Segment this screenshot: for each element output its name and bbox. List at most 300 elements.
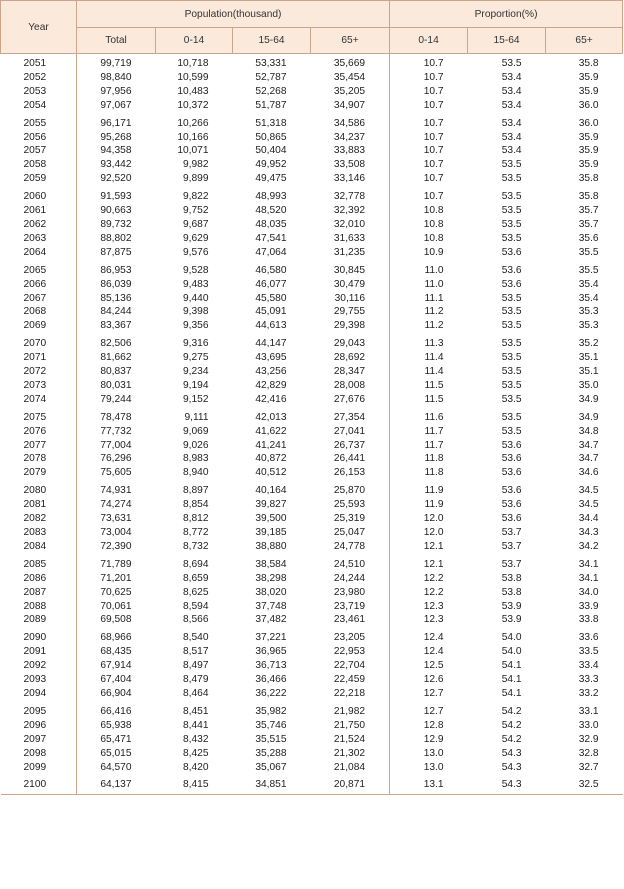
cell-pop-total: 99,719 xyxy=(77,54,156,71)
cell-pop-0-14: 9,528 xyxy=(183,264,209,276)
cell-pop-total: 70,625 xyxy=(77,586,156,600)
cell-prop-15-64: 53.6 xyxy=(501,278,522,290)
cell-prop-15-64: 53.5 xyxy=(501,320,522,332)
cell-pop-total: 86,953 xyxy=(77,260,156,278)
cell-prop-65plus: 35.9 xyxy=(578,145,599,157)
cell-pop-65plus: 29,043 xyxy=(333,338,366,350)
cell-pop-0-14: 9,111 xyxy=(184,411,209,423)
table-row xyxy=(1,379,623,393)
cell-pop-0-14: 8,732 xyxy=(183,540,209,552)
cell-pop-15-64: 50,404 xyxy=(255,145,287,157)
cell-pop-total: 80,031 xyxy=(77,379,156,393)
cell-pop-65plus: 23,461 xyxy=(333,614,366,626)
cell-prop-15-64: 53.6 xyxy=(501,246,522,258)
cell-year: 2063 xyxy=(23,232,47,244)
cell-prop-0-14: 13.0 xyxy=(390,761,468,775)
cell-pop-65plus: 23,205 xyxy=(333,632,366,644)
cell-pop-65plus: 21,982 xyxy=(333,705,366,717)
cell-prop-15-64: 53.5 xyxy=(501,232,522,244)
cell-year: 2100 xyxy=(1,774,77,794)
cell-year: 2086 xyxy=(23,572,47,584)
cell-pop-15-64: 37,482 xyxy=(255,614,287,626)
cell-pop-0-14: 10,599 xyxy=(177,71,209,83)
cell-prop-65plus: 34.7 xyxy=(578,453,599,465)
cell-prop-0-14: 10.7 xyxy=(390,113,468,131)
cell-pop-0-14: 9,483 xyxy=(183,278,209,290)
cell-pop-15-64: 42,829 xyxy=(255,379,287,391)
cell-pop-65plus: 27,354 xyxy=(333,411,366,423)
cell-year: 2085 xyxy=(23,558,47,570)
cell-pop-65plus: 35,669 xyxy=(333,58,366,69)
cell-pop-0-14: 9,356 xyxy=(183,320,209,332)
cell-pop-15-64: 52,268 xyxy=(255,85,287,97)
population-group-header: Population(thousand) xyxy=(77,1,390,28)
cell-prop-0-14: 11.7 xyxy=(390,439,468,453)
cell-pop-15-64: 39,185 xyxy=(255,527,287,538)
table-row xyxy=(1,586,623,600)
cell-pop-15-64: 40,872 xyxy=(255,453,287,465)
cell-pop-65plus: 21,524 xyxy=(333,733,366,745)
cell-pop-total: 70,061 xyxy=(77,600,156,614)
cell-pop-65plus: 34,586 xyxy=(333,117,366,129)
cell-pop-total: 75,605 xyxy=(77,466,156,480)
cell-pop-15-64: 38,020 xyxy=(255,586,287,598)
cell-prop-65plus: 35.8 xyxy=(578,58,599,69)
cell-pop-0-14: 8,594 xyxy=(183,600,209,612)
cell-prop-15-64: 53.4 xyxy=(501,131,522,143)
cell-pop-total: 71,201 xyxy=(77,572,156,586)
cell-prop-0-14: 10.7 xyxy=(390,144,468,158)
cell-year: 2070 xyxy=(23,338,47,350)
cell-prop-65plus: 33.6 xyxy=(578,632,599,644)
cell-prop-65plus: 33.9 xyxy=(578,600,599,612)
cell-pop-65plus: 22,459 xyxy=(333,674,366,686)
cell-prop-0-14: 12.0 xyxy=(390,526,468,540)
cell-year: 2058 xyxy=(23,159,47,171)
cell-pop-total: 76,296 xyxy=(77,452,156,466)
cell-year: 2092 xyxy=(23,660,47,672)
cell-pop-15-64: 39,827 xyxy=(255,499,287,511)
cell-pop-total: 77,004 xyxy=(77,439,156,453)
cell-pop-0-14: 9,752 xyxy=(183,205,209,217)
cell-pop-total: 97,956 xyxy=(77,85,156,99)
cell-prop-15-64: 53.4 xyxy=(501,145,522,157)
cell-pop-total: 81,662 xyxy=(77,351,156,365)
table-row xyxy=(1,246,623,260)
cell-year: 2056 xyxy=(23,131,47,143)
cell-pop-65plus: 32,010 xyxy=(333,218,366,230)
cell-pop-total: 73,004 xyxy=(77,526,156,540)
cell-prop-15-64: 53.5 xyxy=(501,425,522,437)
cell-prop-0-14: 11.2 xyxy=(390,305,468,319)
cell-year: 2090 xyxy=(23,632,47,644)
cell-prop-65plus: 35.0 xyxy=(578,379,599,391)
cell-prop-15-64: 53.5 xyxy=(501,218,522,230)
cell-pop-0-14: 10,718 xyxy=(177,58,209,69)
cell-pop-0-14: 9,899 xyxy=(183,173,209,185)
cell-pop-0-14: 9,026 xyxy=(183,439,209,451)
cell-year: 2074 xyxy=(23,393,47,405)
cell-pop-65plus: 20,871 xyxy=(311,774,390,794)
cell-prop-15-64: 53.6 xyxy=(501,499,522,511)
cell-prop-0-14: 11.3 xyxy=(390,333,468,351)
cell-prop-65plus: 35.9 xyxy=(578,71,599,83)
cell-prop-15-64: 53.5 xyxy=(501,58,522,69)
cell-pop-65plus: 34,237 xyxy=(333,131,366,143)
cell-pop-65plus: 32,778 xyxy=(333,191,366,203)
cell-pop-65plus: 21,302 xyxy=(333,747,366,759)
cell-year: 2097 xyxy=(23,733,47,745)
col-header-prop-0-14: 0-14 xyxy=(390,28,468,54)
cell-pop-total: 80,837 xyxy=(77,365,156,379)
cell-prop-15-64: 53.5 xyxy=(501,159,522,171)
cell-pop-15-64: 48,035 xyxy=(255,218,287,230)
cell-pop-15-64: 38,298 xyxy=(255,572,287,584)
cell-pop-0-14: 10,166 xyxy=(177,131,209,143)
cell-prop-0-14: 11.9 xyxy=(390,480,468,498)
cell-prop-65plus: 36.0 xyxy=(578,99,599,111)
cell-pop-65plus: 28,008 xyxy=(333,379,366,391)
cell-year: 2059 xyxy=(23,173,47,185)
table-row xyxy=(1,627,623,645)
cell-pop-15-64: 35,288 xyxy=(255,747,287,759)
cell-prop-15-64: 53.7 xyxy=(501,527,522,538)
table-row xyxy=(1,466,623,480)
cell-year: 2089 xyxy=(23,614,47,626)
cell-pop-15-64: 41,622 xyxy=(255,425,287,437)
cell-prop-15-64: 53.6 xyxy=(501,467,522,479)
cell-year: 2081 xyxy=(23,499,47,511)
cell-prop-15-64: 53.5 xyxy=(501,173,522,185)
cell-prop-0-14: 11.4 xyxy=(390,365,468,379)
table-row xyxy=(1,498,623,512)
cell-pop-total: 83,367 xyxy=(77,319,156,333)
cell-pop-65plus: 25,870 xyxy=(333,485,366,497)
year-header: Year xyxy=(1,1,77,54)
cell-prop-15-64: 53.4 xyxy=(501,99,522,111)
cell-prop-65plus: 33.3 xyxy=(578,674,599,686)
table-row xyxy=(1,512,623,526)
cell-pop-total: 89,732 xyxy=(77,218,156,232)
cell-prop-15-64: 53.6 xyxy=(501,264,522,276)
cell-pop-15-64: 36,713 xyxy=(255,660,287,672)
cell-pop-0-14: 9,982 xyxy=(183,159,209,171)
cell-prop-65plus: 35.6 xyxy=(578,232,599,244)
cell-prop-15-64: 54.3 xyxy=(468,774,546,794)
cell-pop-65plus: 25,593 xyxy=(333,499,366,511)
cell-pop-0-14: 9,069 xyxy=(183,425,209,437)
table-row xyxy=(1,572,623,586)
cell-prop-0-14: 10.8 xyxy=(390,232,468,246)
cell-pop-0-14: 10,071 xyxy=(177,145,209,157)
cell-prop-15-64: 53.5 xyxy=(501,205,522,217)
cell-prop-15-64: 53.4 xyxy=(501,71,522,83)
table-row xyxy=(1,85,623,99)
cell-prop-0-14: 13.1 xyxy=(390,774,468,794)
cell-prop-15-64: 54.0 xyxy=(501,646,522,658)
table-row xyxy=(1,204,623,218)
cell-pop-65plus: 30,116 xyxy=(334,292,366,304)
cell-pop-0-14: 8,517 xyxy=(183,646,209,658)
table-row xyxy=(1,292,623,306)
cell-pop-15-64: 41,241 xyxy=(255,439,287,451)
cell-pop-15-64: 35,067 xyxy=(255,761,287,773)
cell-prop-15-64: 53.5 xyxy=(501,292,522,304)
cell-pop-65plus: 26,737 xyxy=(333,439,366,451)
cell-prop-15-64: 53.5 xyxy=(501,379,522,391)
cell-pop-total: 78,478 xyxy=(77,407,156,425)
cell-pop-0-14: 8,420 xyxy=(183,761,209,773)
cell-pop-65plus: 21,084 xyxy=(333,761,366,773)
cell-pop-0-14: 8,432 xyxy=(183,733,209,745)
col-header-pop-0-14: 0-14 xyxy=(156,28,233,54)
cell-prop-65plus: 35.5 xyxy=(578,246,599,258)
cell-year: 2054 xyxy=(23,99,47,111)
cell-pop-65plus: 33,883 xyxy=(333,145,366,157)
cell-prop-0-14: 10.7 xyxy=(390,99,468,113)
cell-prop-65plus: 35.1 xyxy=(578,366,599,378)
cell-pop-15-64: 49,475 xyxy=(255,173,287,185)
table-row xyxy=(1,540,623,554)
cell-prop-65plus: 35.9 xyxy=(578,159,599,171)
cell-pop-15-64: 36,222 xyxy=(255,687,287,699)
cell-pop-65plus: 22,704 xyxy=(333,660,366,672)
cell-prop-65plus: 33.2 xyxy=(578,687,599,699)
cell-pop-65plus: 35,454 xyxy=(333,71,366,83)
cell-prop-15-64: 54.2 xyxy=(501,733,522,745)
cell-prop-15-64: 53.5 xyxy=(501,306,522,318)
cell-pop-total: 90,663 xyxy=(77,204,156,218)
cell-pop-15-64: 44,147 xyxy=(255,338,287,350)
cell-pop-0-14: 8,464 xyxy=(183,687,209,699)
cell-pop-total: 74,274 xyxy=(77,498,156,512)
cell-prop-15-64: 53.8 xyxy=(501,586,522,598)
cell-pop-0-14: 9,234 xyxy=(183,366,209,378)
col-header-pop-65plus: 65+ xyxy=(311,28,390,54)
col-header-pop-total: Total xyxy=(77,28,156,54)
table-row xyxy=(1,113,623,131)
cell-pop-15-64: 52,787 xyxy=(255,71,287,83)
cell-prop-65plus: 33.1 xyxy=(578,705,599,717)
cell-prop-0-14: 12.2 xyxy=(390,572,468,586)
cell-pop-total: 91,593 xyxy=(77,186,156,204)
cell-pop-0-14: 9,687 xyxy=(183,218,209,230)
table-row xyxy=(1,172,623,186)
cell-pop-0-14: 9,316 xyxy=(183,338,209,350)
cell-prop-65plus: 34.3 xyxy=(578,527,599,538)
cell-year: 2061 xyxy=(23,205,47,217)
cell-pop-15-64: 45,091 xyxy=(255,306,287,318)
cell-pop-0-14: 10,483 xyxy=(177,85,209,97)
cell-pop-0-14: 8,425 xyxy=(183,747,209,759)
cell-pop-65plus: 23,719 xyxy=(333,600,366,612)
cell-year: 2073 xyxy=(23,379,47,391)
cell-pop-65plus: 24,244 xyxy=(333,572,366,584)
cell-pop-15-64: 36,466 xyxy=(255,674,287,686)
cell-pop-0-14: 9,275 xyxy=(183,352,209,364)
table-row xyxy=(1,761,623,775)
cell-year: 2076 xyxy=(23,425,47,437)
cell-prop-65plus: 34.0 xyxy=(578,586,599,598)
cell-year: 2077 xyxy=(23,439,47,451)
table-row xyxy=(1,351,623,365)
cell-pop-total: 65,471 xyxy=(77,733,156,747)
cell-pop-15-64: 37,748 xyxy=(255,600,287,612)
cell-pop-total: 85,136 xyxy=(77,292,156,306)
cell-pop-total: 84,244 xyxy=(77,305,156,319)
table-row xyxy=(1,71,623,85)
cell-prop-0-14: 11.4 xyxy=(390,351,468,365)
cell-prop-65plus: 35.8 xyxy=(578,191,599,203)
cell-prop-0-14: 11.8 xyxy=(390,466,468,480)
table-row xyxy=(1,319,623,333)
cell-prop-65plus: 34.9 xyxy=(578,393,599,405)
cell-pop-65plus: 30,479 xyxy=(333,278,366,290)
table-row xyxy=(1,600,623,614)
cell-pop-total: 67,404 xyxy=(77,673,156,687)
cell-year: 2075 xyxy=(23,411,47,423)
cell-prop-15-64: 54.2 xyxy=(501,719,522,731)
cell-prop-65plus: 35.4 xyxy=(578,292,599,304)
cell-pop-65plus: 33,508 xyxy=(333,159,366,171)
table-row xyxy=(1,425,623,439)
cell-prop-65plus: 32.7 xyxy=(578,761,599,773)
cell-prop-15-64: 54.1 xyxy=(501,660,522,672)
cell-pop-total: 86,039 xyxy=(77,278,156,292)
cell-pop-65plus: 29,398 xyxy=(333,320,366,332)
cell-prop-0-14: 12.6 xyxy=(390,673,468,687)
table-body xyxy=(1,54,623,795)
cell-pop-15-64: 40,512 xyxy=(255,467,287,479)
cell-prop-65plus: 33.8 xyxy=(578,614,599,626)
table-row xyxy=(1,54,623,71)
cell-prop-0-14: 12.1 xyxy=(390,540,468,554)
cell-year: 2052 xyxy=(23,71,47,83)
table-row xyxy=(1,158,623,172)
table-row xyxy=(1,305,623,319)
cell-year: 2095 xyxy=(23,705,47,717)
cell-pop-total: 65,938 xyxy=(77,719,156,733)
cell-prop-65plus: 35.5 xyxy=(578,264,599,276)
cell-pop-65plus: 29,755 xyxy=(333,306,366,318)
cell-prop-15-64: 53.6 xyxy=(501,453,522,465)
cell-year: 2053 xyxy=(23,85,47,97)
cell-year: 2071 xyxy=(23,352,47,364)
cell-pop-total: 66,416 xyxy=(77,701,156,719)
cell-pop-0-14: 8,940 xyxy=(183,467,209,479)
cell-prop-0-14: 12.9 xyxy=(390,733,468,747)
cell-year: 2087 xyxy=(23,586,47,598)
cell-prop-65plus: 33.0 xyxy=(578,719,599,731)
table-row xyxy=(1,645,623,659)
cell-prop-65plus: 34.1 xyxy=(578,572,599,584)
cell-year: 2072 xyxy=(23,366,47,378)
cell-prop-0-14: 12.5 xyxy=(390,659,468,673)
cell-prop-0-14: 11.9 xyxy=(390,498,468,512)
cell-pop-65plus: 30,845 xyxy=(333,264,366,276)
cell-prop-0-14: 11.5 xyxy=(390,393,468,407)
table-row xyxy=(1,613,623,627)
cell-pop-total: 72,390 xyxy=(77,540,156,554)
cell-pop-65plus: 33,146 xyxy=(333,173,366,185)
cell-pop-65plus: 25,319 xyxy=(333,513,366,525)
cell-pop-total: 68,966 xyxy=(77,627,156,645)
table-row xyxy=(1,733,623,747)
cell-year: 2080 xyxy=(23,485,47,497)
cell-prop-65plus: 33.4 xyxy=(578,660,599,672)
cell-year: 2093 xyxy=(23,674,47,686)
table-row xyxy=(1,452,623,466)
cell-prop-15-64: 54.0 xyxy=(501,632,522,644)
cell-pop-total: 88,802 xyxy=(77,232,156,246)
cell-year: 2055 xyxy=(23,117,47,129)
cell-year: 2082 xyxy=(23,513,47,525)
cell-pop-0-14: 8,415 xyxy=(156,774,233,794)
cell-pop-total: 92,520 xyxy=(77,172,156,186)
cell-pop-15-64: 35,515 xyxy=(255,733,287,745)
proportion-group-header: Proportion(%) xyxy=(390,1,623,28)
table-row xyxy=(1,747,623,761)
cell-pop-total: 95,268 xyxy=(77,131,156,145)
cell-pop-15-64: 48,993 xyxy=(255,191,287,203)
cell-prop-0-14: 10.7 xyxy=(390,85,468,99)
cell-pop-total: 66,904 xyxy=(77,687,156,701)
cell-prop-65plus: 34.7 xyxy=(578,439,599,451)
cell-pop-65plus: 26,441 xyxy=(333,453,366,465)
cell-pop-total: 98,840 xyxy=(77,71,156,85)
cell-prop-65plus: 34.6 xyxy=(578,467,599,479)
cell-prop-65plus: 34.9 xyxy=(578,411,599,423)
cell-pop-0-14: 8,540 xyxy=(183,632,209,644)
cell-prop-0-14: 12.7 xyxy=(390,701,468,719)
cell-prop-0-14: 12.8 xyxy=(390,719,468,733)
table-row xyxy=(1,278,623,292)
cell-pop-total: 64,137 xyxy=(77,774,156,794)
cell-pop-0-14: 9,576 xyxy=(183,246,209,258)
cell-prop-0-14: 12.7 xyxy=(390,687,468,701)
cell-prop-0-14: 10.7 xyxy=(390,172,468,186)
cell-prop-65plus: 35.3 xyxy=(578,306,599,318)
cell-prop-0-14: 10.7 xyxy=(390,158,468,172)
cell-prop-65plus: 34.2 xyxy=(578,540,599,552)
cell-pop-15-64: 37,221 xyxy=(255,632,287,644)
cell-pop-15-64: 44,613 xyxy=(255,320,287,332)
cell-pop-total: 71,789 xyxy=(77,554,156,572)
cell-pop-0-14: 9,398 xyxy=(183,306,209,318)
cell-prop-65plus: 32.9 xyxy=(578,733,599,745)
cell-prop-65plus: 34.1 xyxy=(578,558,599,570)
cell-pop-total: 87,875 xyxy=(77,246,156,260)
col-header-prop-15-64: 15-64 xyxy=(468,28,546,54)
cell-year: 2078 xyxy=(23,453,47,465)
table-row xyxy=(1,186,623,204)
cell-pop-0-14: 8,897 xyxy=(183,485,209,497)
cell-prop-0-14: 11.8 xyxy=(390,452,468,466)
cell-prop-65plus: 35.9 xyxy=(578,85,599,97)
cell-prop-15-64: 53.4 xyxy=(501,85,522,97)
cell-prop-15-64: 53.5 xyxy=(501,366,522,378)
cell-year: 2068 xyxy=(23,306,47,318)
table-row xyxy=(1,439,623,453)
cell-pop-0-14: 9,440 xyxy=(183,292,209,304)
cell-pop-0-14: 10,266 xyxy=(177,117,209,129)
table-row xyxy=(1,774,623,794)
cell-prop-15-64: 53.6 xyxy=(501,513,522,525)
cell-prop-65plus: 34.4 xyxy=(578,513,599,525)
cell-pop-total: 74,931 xyxy=(77,480,156,498)
cell-pop-total: 96,171 xyxy=(77,113,156,131)
cell-prop-0-14: 11.1 xyxy=(390,292,468,306)
